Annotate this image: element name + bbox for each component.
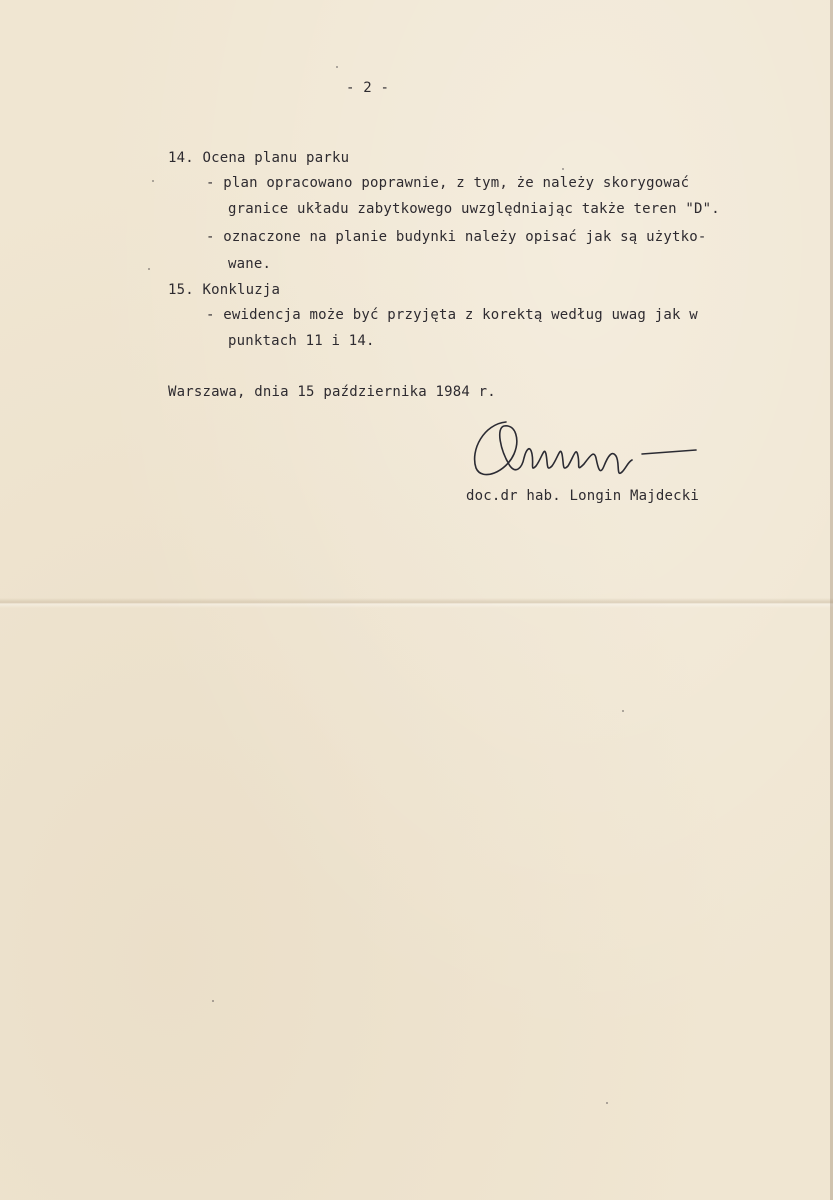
section-14-title: 14. Ocena planu parku — [168, 150, 350, 166]
paper-fold — [0, 598, 833, 608]
section-14-bullet-1-line-2: granice układu zabytkowego uwzględniając także teren "D". — [228, 201, 720, 217]
section-14-bullet-2-line-2: wane. — [228, 256, 272, 272]
speck — [148, 268, 150, 270]
signer-name: doc.dr hab. Longin Majdecki — [466, 488, 699, 504]
speck — [212, 1000, 214, 1002]
page-number: - 2 - — [346, 80, 390, 96]
speck — [152, 180, 154, 182]
place-and-date: Warszawa, dnia 15 października 1984 r. — [168, 384, 496, 400]
handwritten-signature — [466, 410, 706, 485]
speck — [562, 168, 564, 170]
section-15-bullet-1-line-1: - ewidencja może być przyjęta z korektą według uwag jak w — [206, 307, 698, 323]
section-14-bullet-1-line-1: - plan opracowano poprawnie, z tym, że należy skorygować — [206, 175, 690, 191]
section-14-bullet-2-line-1: - oznaczone na planie budynki należy opisać jak są użytko- — [206, 229, 707, 245]
speck — [622, 710, 624, 712]
section-15-title: 15. Konkluzja — [168, 282, 281, 298]
speck — [336, 66, 338, 68]
section-15-bullet-1-line-2: punktach 11 i 14. — [228, 333, 375, 349]
speck — [606, 1102, 608, 1104]
